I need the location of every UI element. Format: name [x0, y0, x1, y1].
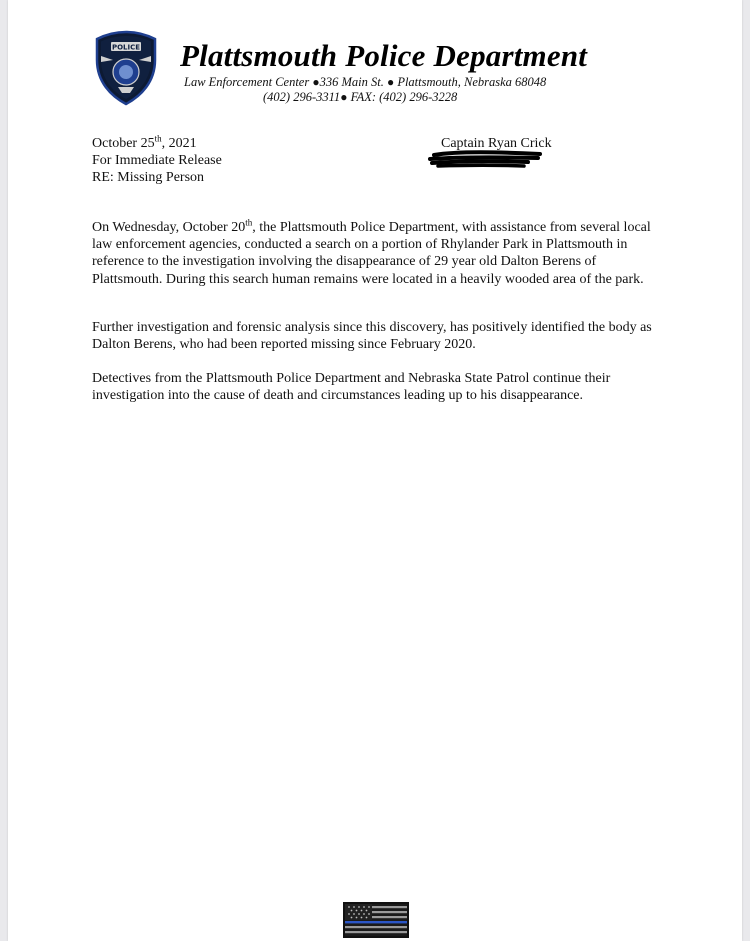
fax-number: FAX: (402) 296-3228 [350, 90, 458, 104]
redaction-scribble [428, 149, 544, 171]
release-type: For Immediate Release [92, 153, 222, 168]
address-building: Law Enforcement Center [184, 75, 310, 89]
police-badge-icon [93, 30, 159, 106]
contact-line [263, 90, 457, 105]
address-line [184, 75, 546, 90]
address-street: 336 Main St. [319, 75, 384, 89]
phone-number: (402) 296-3311 [263, 90, 341, 104]
department-name: Plattsmouth Police Department [180, 38, 588, 73]
paragraph-1: On Wednesday, October 20th, the Plattsmouth Police Department, with assistance from several local law enforcement agencies, conducted a search on a portion of Rhylander Park in Plattsmouth in reference to the investigation involving the disappearance of 29 year old Dalton Berens of Plattsmouth. During this search human remains were located in a heavily wooded area of the park. [92, 217, 651, 287]
author-name: Captain Ryan Crick [441, 136, 552, 151]
address-city: Plattsmouth, Nebraska 68048 [397, 75, 547, 89]
bullet-icon: ● [340, 90, 348, 104]
bullet-icon: ● [312, 75, 320, 89]
paragraph-3: Detectives from the Plattsmouth Police Department and Nebraska State Patrol continue their investigation into the cause of death and circumstances leading up to his disappearance. [92, 371, 611, 404]
bullet-icon: ● [386, 75, 395, 89]
thin-blue-line-flag-icon [343, 902, 409, 938]
subject-line: RE: Missing Person [92, 170, 205, 185]
paragraph-2: Further investigation and forensic analysis since this discovery, has positively identified the body as Dalton Berens, who had been reported missing since February 2020. [92, 320, 652, 353]
svg-text:POLICE: POLICE [111, 43, 141, 52]
release-date: October 25th, 2021 [92, 133, 197, 151]
